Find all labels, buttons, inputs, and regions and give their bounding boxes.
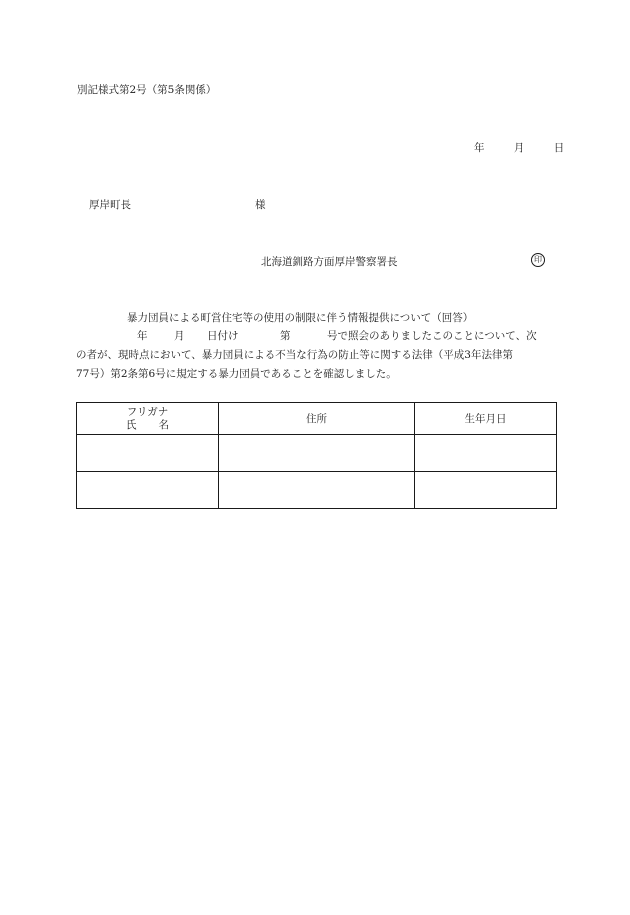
header-address: 住所: [219, 403, 415, 435]
row-name-cell[interactable]: [77, 472, 219, 509]
body-year-label: 年: [137, 330, 148, 342]
row-name-cell[interactable]: [77, 435, 219, 472]
addressee-name: 厚岸町長: [89, 199, 131, 211]
body-line-2: の者が、現時点において、暴力団員による不当な行為の防止等に関する法律（平成3年法律第: [76, 349, 513, 361]
date-year-label: 年: [474, 142, 485, 154]
header-name-cell: [77, 403, 219, 435]
header-furigana: フリガナ: [126, 405, 169, 418]
row-birthdate-cell[interactable]: [415, 472, 557, 509]
row-address-cell[interactable]: [219, 435, 415, 472]
header-birthdate: 生年月日: [415, 403, 557, 435]
table-row: [77, 435, 557, 472]
body-number-prefix: 第: [280, 330, 291, 342]
information-table: [76, 402, 557, 509]
row-address-cell[interactable]: [219, 472, 415, 509]
date-line: [474, 143, 564, 154]
form-label: 別記様式第2号（第5条関係）: [77, 84, 217, 96]
date-month-label: 月: [513, 142, 525, 154]
body-line-3: 77号）第2条第6号に規定する暴力団員であることを確認しました。: [76, 368, 397, 380]
sender-name: 北海道釧路方面厚岸警察署長: [261, 256, 398, 268]
seal-mark: 印: [531, 253, 545, 267]
body-month-label: 月: [174, 330, 185, 342]
date-day-label: 日: [553, 142, 565, 154]
addressee-honorific: 様: [255, 199, 266, 211]
body-line-1-rest: 号で照会のありましたこのことについて、次: [327, 330, 537, 342]
table-header-row: [77, 403, 557, 435]
row-birthdate-cell[interactable]: [415, 435, 557, 472]
table-row: [77, 472, 557, 509]
header-name: 氏 名: [126, 418, 169, 431]
body-dated-label: 日付け: [207, 330, 239, 342]
subject-title: 暴力団員による町営住宅等の使用の制限に伴う情報提供について（回答）: [127, 312, 474, 324]
